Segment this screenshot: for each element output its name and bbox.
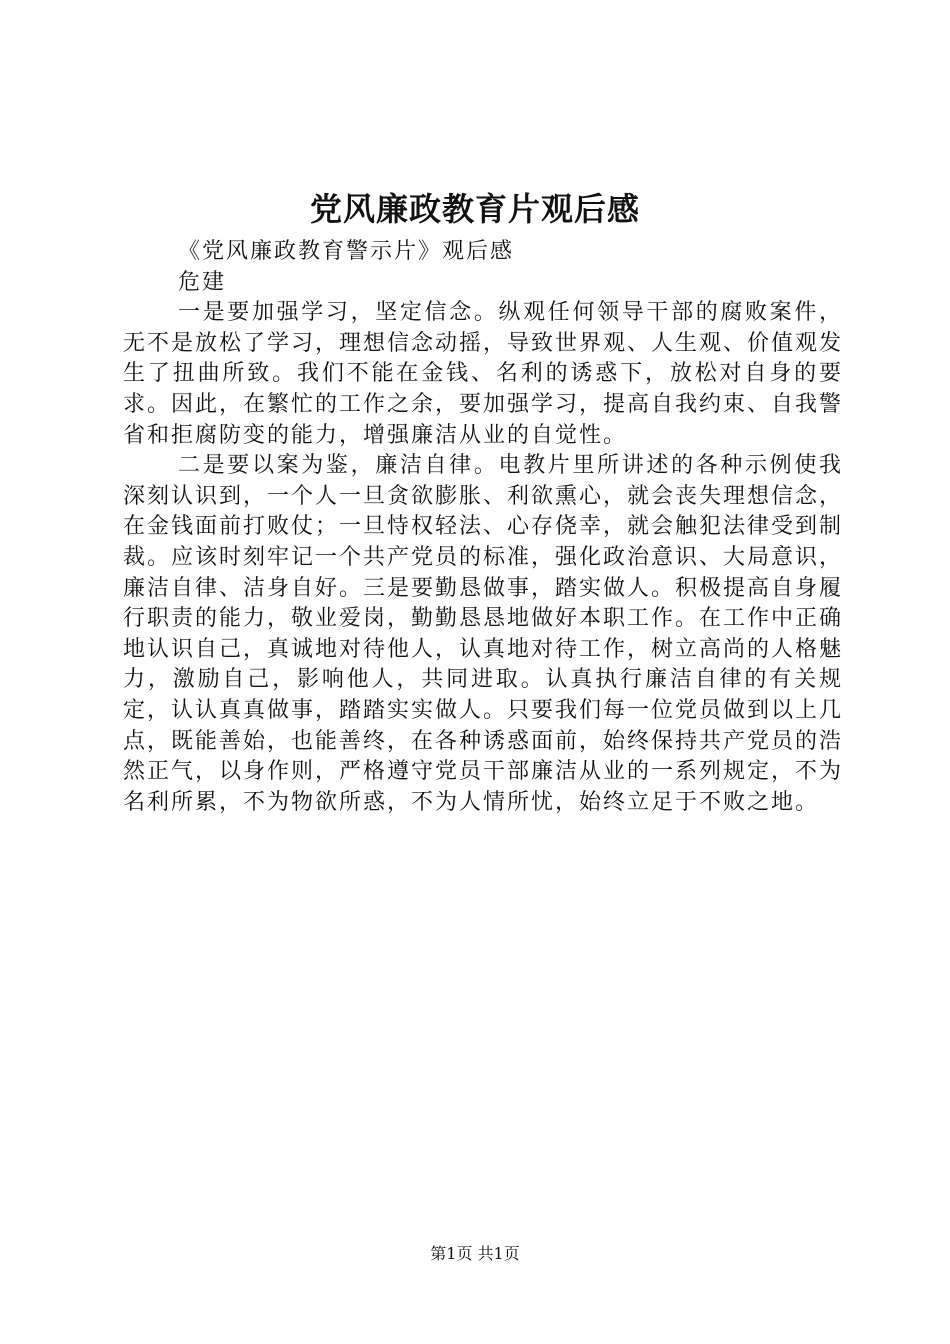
document-subtitle: 《党风廉政教育警示片》观后感	[178, 239, 515, 264]
paragraph-2: 二是要以案为鉴，廉洁自律。电教片里所讲述的各种示例使我深刻认识到，一个人一旦贪欲膨胀、利欲熏心，就会丧失理想信念，在金钱面前打败仗；一旦恃权轻法、心存侥幸，就会触犯法律受到制裁。应该时刻牢记一个共产党员的标准，强化政治意识、大局意识，廉洁自律、洁身自好。三是要勤恳做事，踏实做人。积极提高自身履行职责的能力，敬业爱岗，勤勤恳恳地做好本职工作。在工作中正确地认识自己，真诚地对待他人，认真地对待工作，树立高尚的人格魅力，激励自己，影响他人，共同进取。认真执行廉洁自律的有关规定，认认真真做事，踏踏实实做人。只要我们每一位党员做到以上几点，既能善始，也能善终，在各种诱惑面前，始终保持共产党员的浩然正气，以身作则，严格遵守党员干部廉洁从业的一系列规定，不为名利所累，不为物欲所惑，不为人情所忧，始终立足于不败之地。	[123, 453, 844, 815]
document-title: 党风廉政教育片观后感	[309, 190, 640, 228]
document-body	[123, 237, 843, 818]
page-footer: 第1页 共1页	[430, 1244, 520, 1263]
document-author: 危建	[178, 269, 227, 295]
paragraph-1: 一是要加强学习，坚定信念。纵观任何领导干部的腐败案件，无不是放松了学习，理想信念动摇，导致世界观、人生观、价值观发生了扭曲所致。我们不能在金钱、名利的诱惑下，放松对自身的要求。因此，在繁忙的工作之余，要加强学习，提高自我约束、自我警省和拒腐防变的能力，增强廉洁从业的自觉性。	[123, 300, 844, 448]
